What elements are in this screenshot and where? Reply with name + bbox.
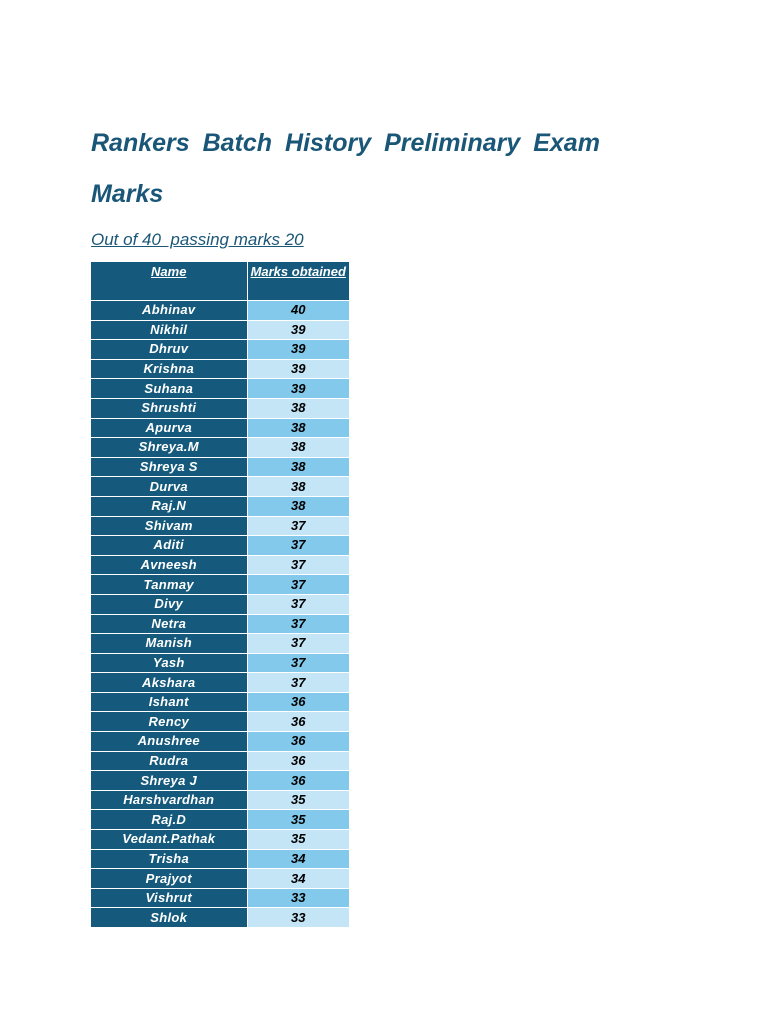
student-name-cell: Krishna xyxy=(91,359,247,379)
table-row xyxy=(91,477,349,497)
marks-cell: 37 xyxy=(247,555,349,575)
student-name-cell: Nikhil xyxy=(91,320,247,340)
marks-cell: 37 xyxy=(247,634,349,654)
student-name-cell: Raj.D xyxy=(91,810,247,830)
table-row xyxy=(91,536,349,556)
table-row xyxy=(91,751,349,771)
table-row xyxy=(91,712,349,732)
student-name-cell: Netra xyxy=(91,614,247,634)
student-name-cell: Shreya J xyxy=(91,771,247,791)
student-name-cell: Shreya.M xyxy=(91,438,247,458)
marks-cell: 36 xyxy=(247,712,349,732)
marks-cell: 39 xyxy=(247,320,349,340)
table-row xyxy=(91,496,349,516)
marks-cell: 38 xyxy=(247,477,349,497)
marks-cell: 34 xyxy=(247,869,349,889)
table-row xyxy=(91,732,349,752)
student-name-cell: Shreya S xyxy=(91,457,247,477)
table-row xyxy=(91,575,349,595)
student-name-cell: Prajyot xyxy=(91,869,247,889)
marks-cell: 35 xyxy=(247,830,349,850)
student-name-cell: Vishrut xyxy=(91,888,247,908)
marks-cell: 38 xyxy=(247,418,349,438)
student-name-cell: Durva xyxy=(91,477,247,497)
student-name-cell: Shlok xyxy=(91,908,247,928)
table-row xyxy=(91,516,349,536)
student-name-cell: Yash xyxy=(91,653,247,673)
table-row xyxy=(91,653,349,673)
table-row xyxy=(91,594,349,614)
student-name-cell: Tanmay xyxy=(91,575,247,595)
table-row xyxy=(91,340,349,360)
student-name-cell: Divy xyxy=(91,594,247,614)
table-row xyxy=(91,830,349,850)
table-row xyxy=(91,810,349,830)
marks-cell: 37 xyxy=(247,653,349,673)
table-header-row xyxy=(91,262,349,301)
marks-cell: 37 xyxy=(247,614,349,634)
table-row xyxy=(91,614,349,634)
table-row xyxy=(91,673,349,693)
student-name-cell: Rency xyxy=(91,712,247,732)
marks-cell: 33 xyxy=(247,888,349,908)
marks-cell: 36 xyxy=(247,771,349,791)
table-row xyxy=(91,320,349,340)
marks-cell: 37 xyxy=(247,594,349,614)
marks-cell: 39 xyxy=(247,359,349,379)
marks-cell: 35 xyxy=(247,790,349,810)
table-row xyxy=(91,790,349,810)
student-name-cell: Apurva xyxy=(91,418,247,438)
marks-cell: 33 xyxy=(247,908,349,928)
marks-cell: 34 xyxy=(247,849,349,869)
table-row xyxy=(91,379,349,399)
student-name-cell: Shrushti xyxy=(91,398,247,418)
marks-cell: 38 xyxy=(247,457,349,477)
marks-cell: 38 xyxy=(247,398,349,418)
student-name-cell: Ishant xyxy=(91,692,247,712)
table-row xyxy=(91,555,349,575)
table-row xyxy=(91,888,349,908)
table-body xyxy=(91,301,349,928)
student-name-cell: Suhana xyxy=(91,379,247,399)
student-name-cell: Anushree xyxy=(91,732,247,752)
marks-cell: 40 xyxy=(247,301,349,321)
student-name-cell: Raj.N xyxy=(91,496,247,516)
table-row xyxy=(91,869,349,889)
marks-cell: 38 xyxy=(247,438,349,458)
marks-cell: 39 xyxy=(247,340,349,360)
marks-cell: 36 xyxy=(247,732,349,752)
student-name-cell: Aditi xyxy=(91,536,247,556)
table-row xyxy=(91,457,349,477)
exam-subtitle: Out of 40 passing marks 20 xyxy=(91,230,304,249)
table-row xyxy=(91,634,349,654)
header-name: Name xyxy=(91,262,247,301)
student-name-cell: Akshara xyxy=(91,673,247,693)
marks-cell: 37 xyxy=(247,516,349,536)
student-name-cell: Vedant.Pathak xyxy=(91,830,247,850)
marks-table xyxy=(91,262,349,928)
header-marks: Marks obtained xyxy=(247,262,349,301)
marks-cell: 37 xyxy=(247,673,349,693)
table-row xyxy=(91,438,349,458)
table-row xyxy=(91,771,349,791)
student-name-cell: Harshvardhan xyxy=(91,790,247,810)
page-title: Rankers Batch History Preliminary Exam Marks xyxy=(91,129,600,208)
marks-cell: 36 xyxy=(247,751,349,771)
student-name-cell: Shivam xyxy=(91,516,247,536)
table-row xyxy=(91,692,349,712)
student-name-cell: Abhinav xyxy=(91,301,247,321)
student-name-cell: Avneesh xyxy=(91,555,247,575)
table-row xyxy=(91,418,349,438)
table-row xyxy=(91,359,349,379)
table-row xyxy=(91,849,349,869)
table-row xyxy=(91,301,349,321)
student-name-cell: Manish xyxy=(91,634,247,654)
table-row xyxy=(91,908,349,928)
table-row xyxy=(91,398,349,418)
marks-cell: 38 xyxy=(247,496,349,516)
marks-cell: 37 xyxy=(247,575,349,595)
marks-cell: 35 xyxy=(247,810,349,830)
student-name-cell: Trisha xyxy=(91,849,247,869)
student-name-cell: Rudra xyxy=(91,751,247,771)
marks-cell: 39 xyxy=(247,379,349,399)
marks-cell: 36 xyxy=(247,692,349,712)
marks-cell: 37 xyxy=(247,536,349,556)
student-name-cell: Dhruv xyxy=(91,340,247,360)
